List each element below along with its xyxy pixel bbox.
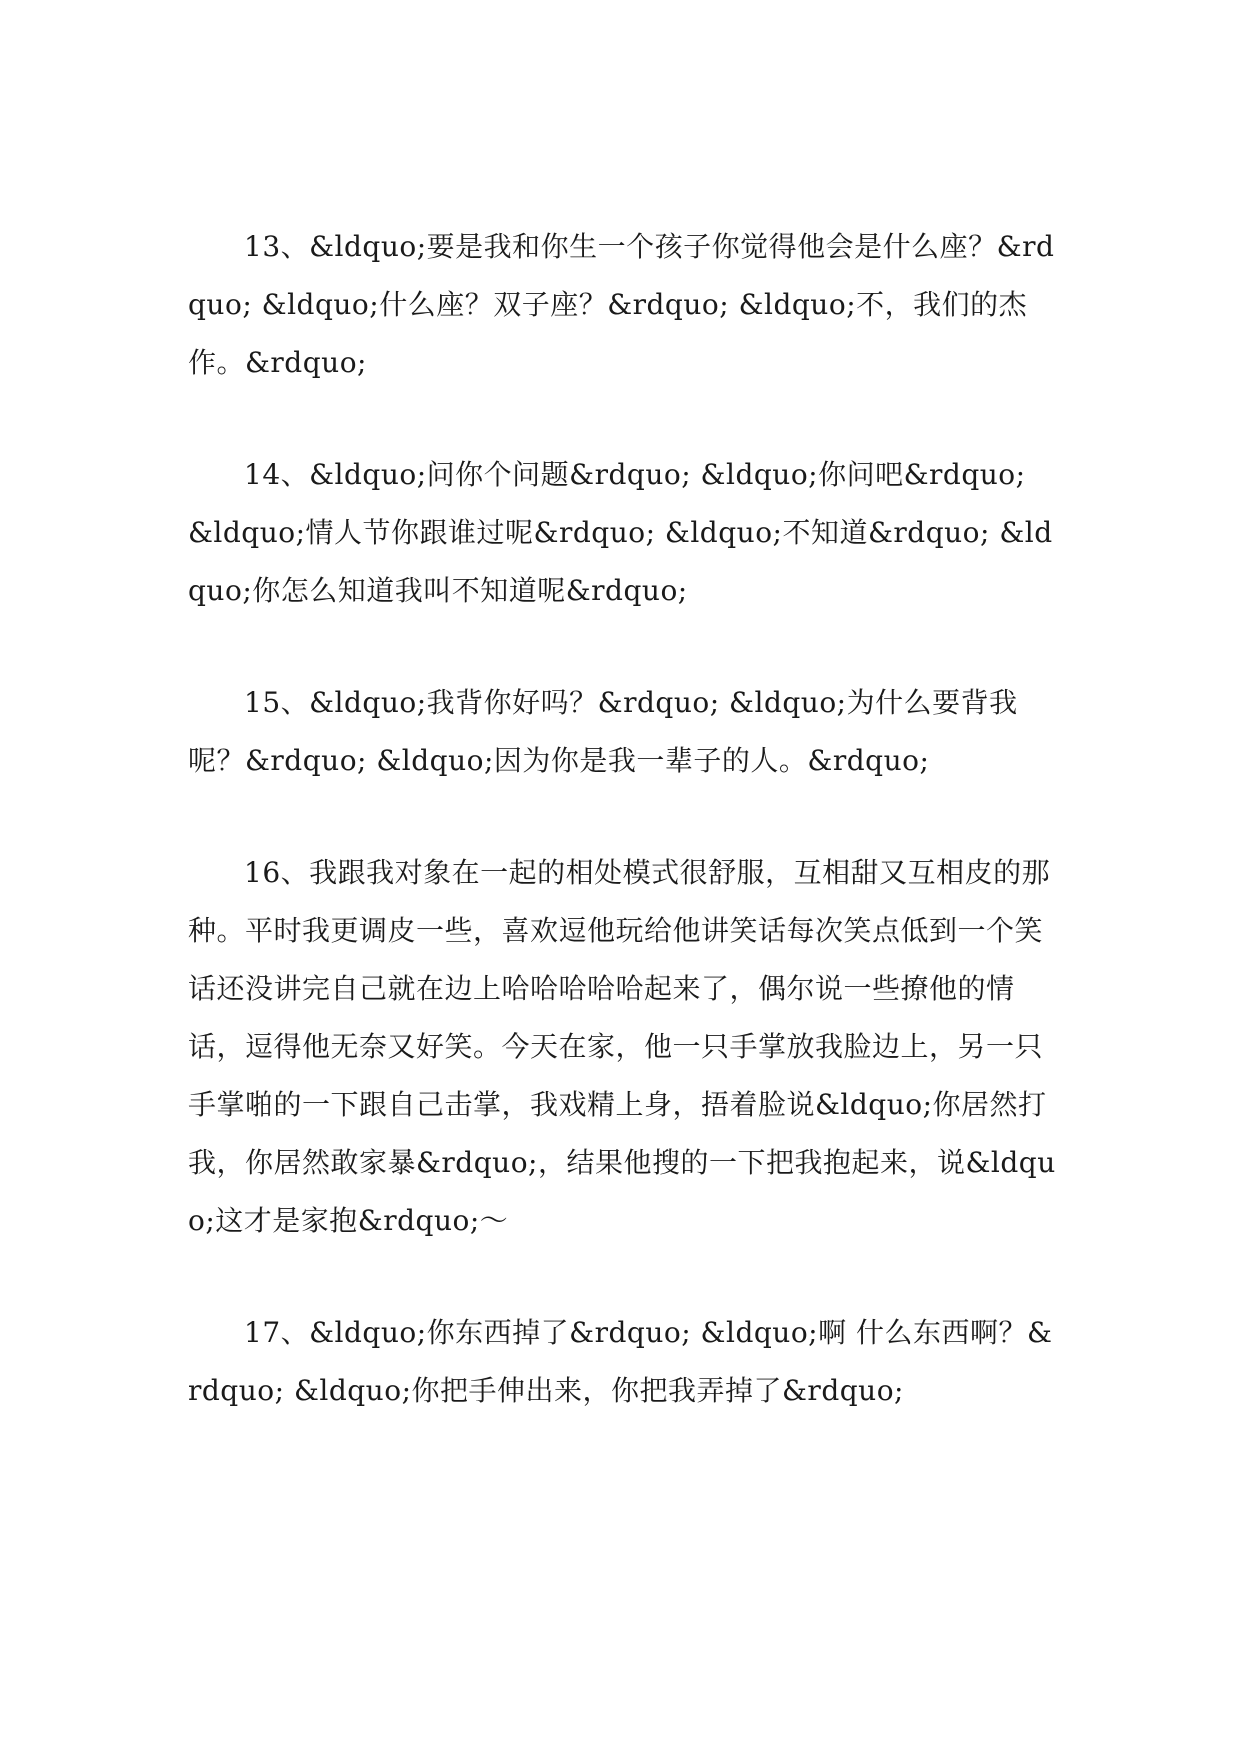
- paragraph-13: 13、&ldquo;要是我和你生一个孩子你觉得他会是什么座？&rdquo; &ldquo;什么座？双子座？&rdquo; &ldquo;不，我们的杰作。&rdquo;: [188, 230, 1055, 379]
- paragraph-16: 16、我跟我对象在一起的相处模式很舒服，互相甜又互相皮的那种。平时我更调皮一些，喜欢逗他玩给他讲笑话每次笑点低到一个笑话还没讲完自己就在边上哈哈哈哈哈起来了，偶尔说一些撩他的情话，逗得他无奈又好笑。今天在家，他一只手掌放我脸边上，另一只手掌啪的一下跟自己击掌，我戏精上身，捂着脸说&ldquo;你居然打我，你居然敢家暴&rdquo;，结果他搜的一下把我抱起来，说&ldquo;这才是家抱&rdquo;～: [188, 856, 1056, 1237]
- paragraph-17: 17、&ldquo;你东西掉了&rdquo; &ldquo;啊 什么东西啊？&rdquo; &ldquo;你把手伸出来，你把我弄掉了&rdquo;: [188, 1316, 1053, 1407]
- document-body: [188, 218, 1058, 1474]
- paragraph-14: 14、&ldquo;问你个问题&rdquo; &ldquo;你问吧&rdquo; &ldquo;情人节你跟谁过呢&rdquo; &ldquo;不知道&rdquo; &ldquo;你怎么知道我叫不知道呢&rdquo;: [188, 458, 1053, 607]
- paragraph-15: 15、&ldquo;我背你好吗？&rdquo; &ldquo;为什么要背我呢？&rdquo; &ldquo;因为你是我一辈子的人。&rdquo;: [188, 686, 1018, 777]
